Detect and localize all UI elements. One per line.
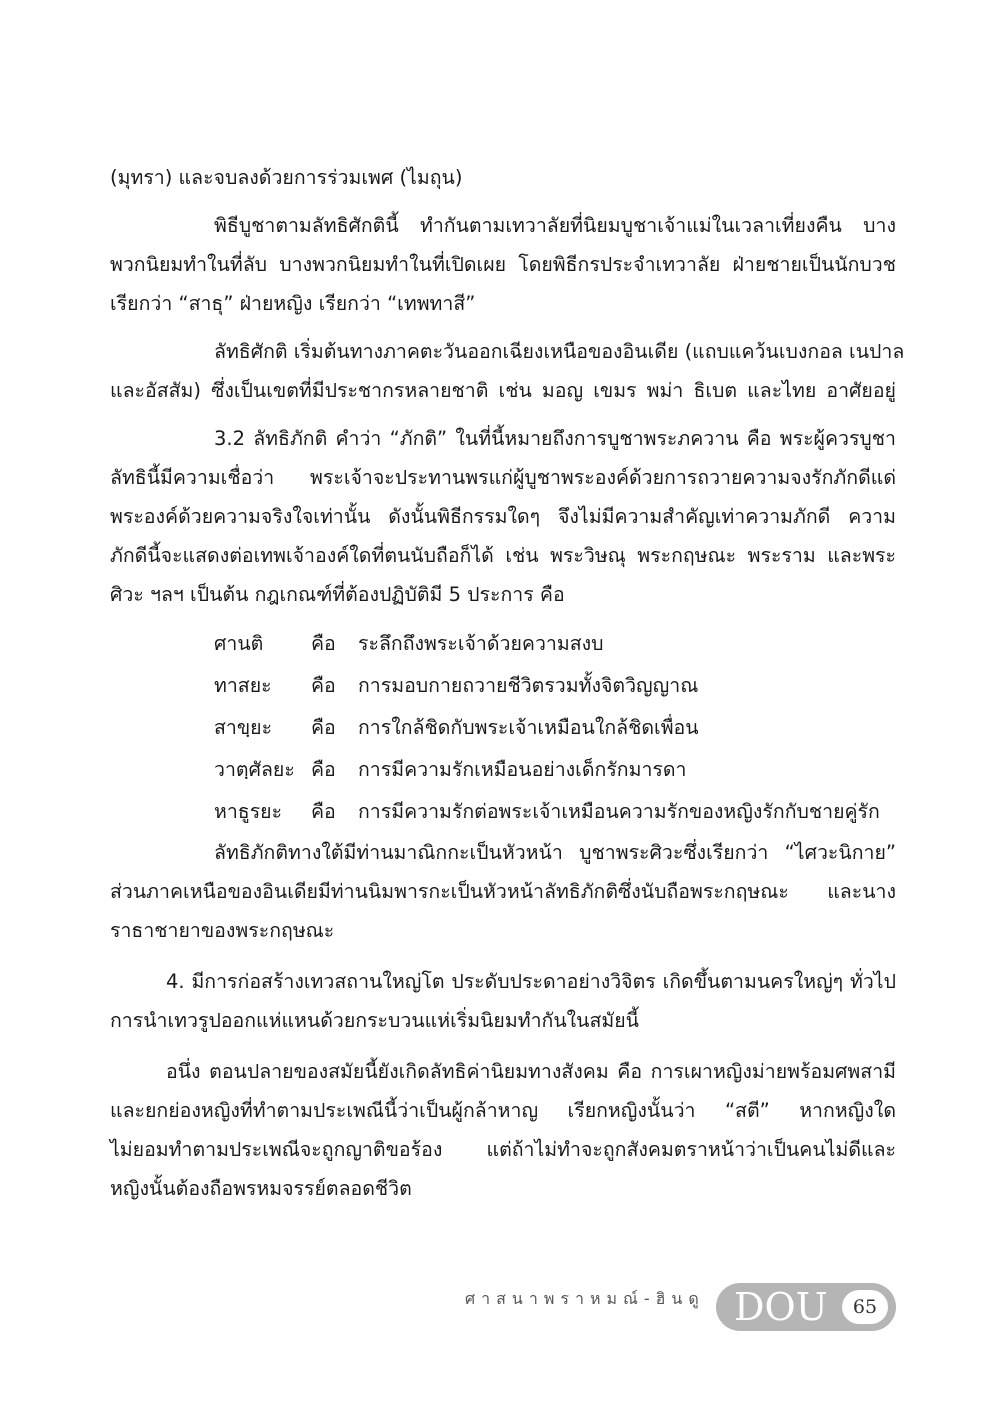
paragraph-line: อนึ่ง ตอนปลายของสมัยนี้ยังเกิดลัทธิค่านิยมทางสังคม คือ การเผาหญิงม่ายพร้อมศพสามี (166, 1060, 896, 1083)
definition-meaning: การมีความรักเหมือนอย่างเด็กรักมารดา (358, 758, 687, 781)
definition-meaning: การใกล้ชิดกับพระเจ้าเหมือนใกล้ชิดเพื่อน (358, 716, 699, 739)
definition-term: ทาสยะ (214, 674, 272, 697)
definition-term: หาธูรยะ (214, 800, 283, 823)
paragraph-line: พระองค์ด้วยความจริงใจเท่านั้น ดังนั้นพิธีกรรมใดๆ จึงไม่มีความสำคัญเท่าความภักดี ความ (110, 505, 896, 528)
paragraph-line: การนำเทวรูปออกแห่แหนด้วยกระบวนแห่เริ่มนิยมทำกันในสมัยนี้ (110, 1009, 640, 1032)
definition-term: สาขฺยะ (214, 716, 273, 739)
paragraph-line: เรียกว่า “สาธุ” ฝ่ายหญิง เรียกว่า “เทพทาสี” (110, 292, 476, 315)
paragraph-line: ลัทธินี้มีความเชื่อว่า พระเจ้าจะประทานพรแก่ผู้บูชาพระองค์ด้วยการถวายความจงรักภักดีแด่ (110, 466, 896, 489)
definition-connector: คือ (311, 800, 336, 823)
paragraph-line: ส่วนภาคเหนือของอินเดียมีท่านนิมพารกะเป็นหัวหน้าลัทธิภักติซึ่งนับถือพระกฤษณะ และนาง (110, 880, 896, 903)
definition-item (110, 749, 896, 791)
definition-meaning: ระลึกถึงพระเจ้าด้วยความสงบ (358, 632, 604, 655)
paragraph-line: 3.2 ลัทธิภักติ คำว่า “ภักติ” ในที่นี้หมายถึงการบูชาพระภควาน คือ พระผู้ควรบูชา (214, 427, 896, 450)
definition-meaning: การมีความรักต่อพระเจ้าเหมือนความรักของหญิงรักกับชายคู่รัก (358, 800, 880, 823)
definition-term: วาตฺศัลยะ (214, 758, 295, 781)
page-badge (716, 1283, 896, 1331)
paragraph-line: และอัสสัม) ซึ่งเป็นเขตที่มีประชากรหลายชาติ เช่น มอญ เขมร พม่า ธิเบต และไทย อาศัยอยู่ (110, 379, 896, 402)
paragraph-line: ไม่ยอมทำตามประเพณีจะถูกญาติขอร้อง แต่ถ้าไม่ทำจะถูกสังคมตราหน้าว่าเป็นคนไม่ดีและ (110, 1138, 896, 1161)
paragraph-line: พวกนิยมทำในที่ลับ บางพวกนิยมทำในที่เปิดเผย โดยพิธีกรประจำเทวาลัย ฝ่ายชายเป็นนักบวช (110, 253, 896, 276)
definition-connector: คือ (311, 758, 336, 781)
definition-term: ศานติ (214, 632, 264, 655)
definition-item (110, 665, 896, 707)
paragraph-line: พิธีบูชาตามลัทธิศักตินี้ ทำกันตามเทวาลัยที่นิยมบูชาเจ้าแม่ในเวลาเที่ยงคืน บาง (214, 214, 896, 237)
definition-item (110, 707, 896, 749)
body-text (110, 158, 905, 1208)
definition-item (110, 791, 896, 833)
dou-logo: DOU (734, 1285, 828, 1329)
paragraph-line: 4. มีการก่อสร้างเทวสถานใหญ่โต ประดับประดาอย่างวิจิตร เกิดขึ้นตามนครใหญ่ๆ ทั่วไป (166, 970, 896, 993)
paragraph-line: ลัทธิภักติทางใต้มีท่านมาณิกกะเป็นหัวหน้า บูชาพระศิวะซึ่งเรียกว่า “ไศวะนิกาย” (214, 841, 896, 864)
definition-connector: คือ (311, 674, 336, 697)
definition-connector: คือ (311, 632, 336, 655)
paragraph-line: ราธาชายาของพระกฤษณะ (110, 919, 335, 942)
definition-connector: คือ (311, 716, 336, 739)
page-number: 65 (852, 1296, 878, 1318)
definition-item (110, 623, 896, 665)
paragraph-line: ภักดีนี้จะแสดงต่อเทพเจ้าองค์ใดที่ตนนับถือก็ได้ เช่น พระวิษณุ พระกฤษณะ พระราม และพระ (110, 544, 896, 567)
paragraph-line: ศิวะ ฯลฯ เป็นต้น กฎเกณฑ์ที่ต้องปฏิบัติมี 5 ประการ คือ (110, 583, 565, 606)
paragraph-line: และยกย่องหญิงที่ทำตามประเพณีนี้ว่าเป็นผู้กล้าหาญ เรียกหญิงนั้นว่า “สตี” หากหญิงใด (110, 1099, 896, 1122)
paragraph-line: (มุทรา) และจบลงด้วยการร่วมเพศ (ไมถุน) (110, 166, 463, 189)
running-footer-title: ศาสนาพราหมณ์-ฮินดู (465, 1289, 705, 1308)
paragraph-line: หญิงนั้นต้องถือพรหมจรรย์ตลอดชีวิต (110, 1177, 412, 1200)
paragraph-line: ลัทธิศักติ เริ่มต้นทางภาคตะวันออกเฉียงเหนือของอินเดีย (แถบแคว้นเบงกอล เนปาล (214, 340, 905, 363)
definition-meaning: การมอบกายถวายชีวิตรวมทั้งจิตวิญญาณ (358, 674, 699, 697)
